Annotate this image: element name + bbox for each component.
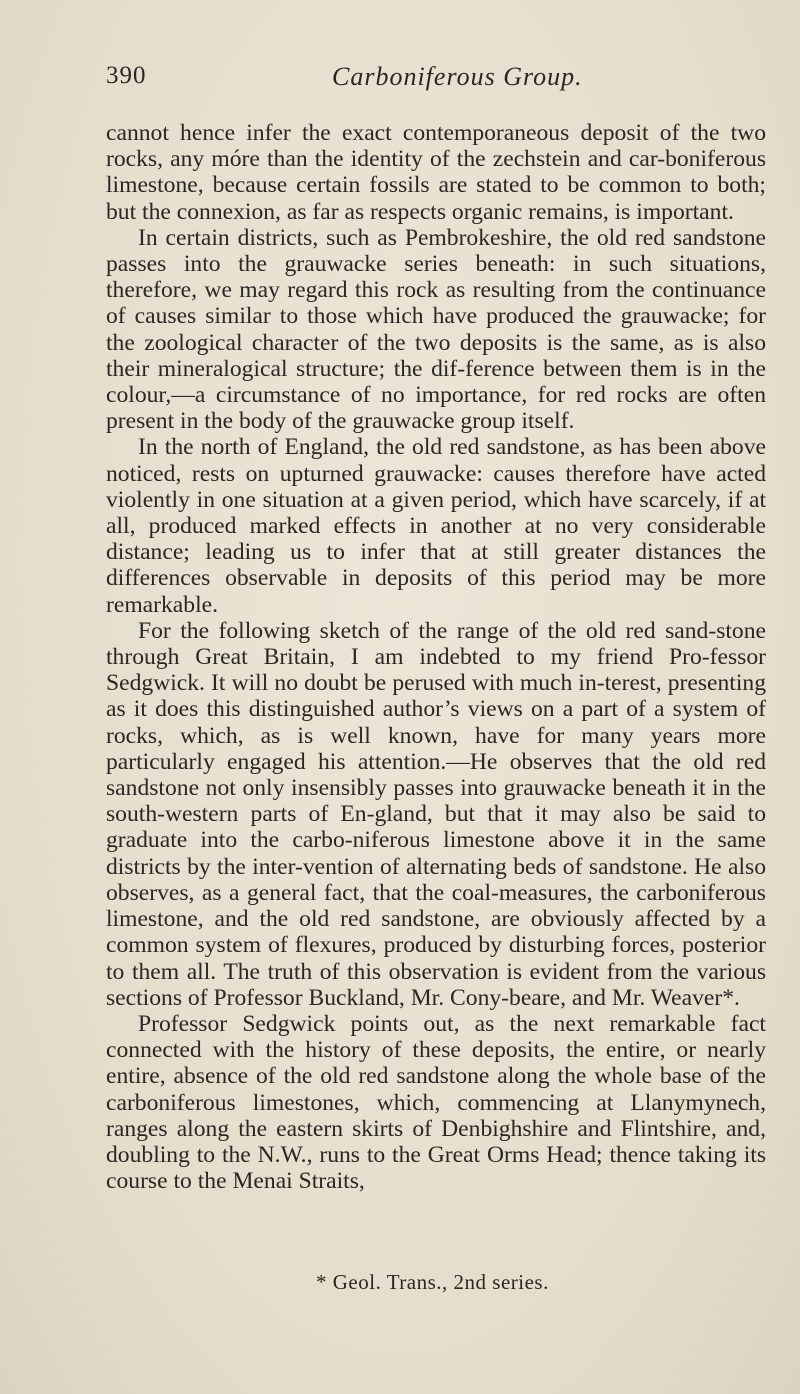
running-head bbox=[106, 62, 766, 102]
running-title: Carboniferous Group. bbox=[332, 62, 583, 91]
paragraph-sedgwick-points-out: Professor Sedgwick points out, as the next remarkable fact connected with the history of these deposits, the entire, or nearly entire, absence of the old red sandstone along the whole base of the carboniferous limestones, which, commencing at Llanymynech, ranges along the eastern skirts of Denbighshire and Flintshire, and, doubling to the N.W., runs to the Great Orms Head; thence taking its course to the Menai Straits, bbox=[106, 1010, 766, 1195]
footnote: * Geol. Trans., 2nd series. bbox=[316, 1270, 549, 1294]
paragraph-pembrokeshire: In certain districts, such as Pembrokeshire, the old red sandstone passes into the grauwacke series beneath: in such situations, therefore, we may regard this rock as resulting from the continuance of causes similar to those which have produced the grauwacke; for the zoological character of the two deposits is the same, as is also their mineralogical structure; the dif-ference between them is in the colour,—a circumstance of no importance, for red rocks are often present in the body of the grauwacke group itself. bbox=[106, 224, 766, 435]
paragraph-sedgwick-sketch: For the following sketch of the range of the old red sand-stone through Great Britain, I am indebted to my friend Pro-fessor Sedgwick. It will no doubt be perused with much in-terest, presenting as it does this distinguished author’s views on a part of a system of rocks, which, as is well known, have for many years more particularly engaged his attention.—He observes that the old red sandstone not only insensibly passes into grauwacke beneath it in the south-western parts of En-gland, but that it may also be said to graduate into the carbo-niferous limestone above it in the same districts by the inter-vention of alternating beds of sandstone. He also observes, as a general fact, that the coal-measures, the carboniferous limestone, and the old red sandstone, are obviously affected by a common system of flexures, produced by disturbing forces, posterior to them all. The truth of this observation is evident from the various sections of Professor Buckland, Mr. Cony-beare, and Mr. Weaver*. bbox=[106, 617, 766, 1011]
page-number: 390 bbox=[106, 62, 147, 89]
paragraph-continuation: cannot hence infer the exact contemporaneous deposit of the two rocks, any móre than the identity of the zechstein and car-boniferous limestone, because certain fossils are stated to be common to both; but the connexion, as far as respects organic remains, is important. bbox=[106, 120, 766, 225]
paragraph-north-of-england: In the north of England, the old red sandstone, as has been above noticed, rests on upturned grauwacke: causes therefore have acted violently in one situation at a given period, which have scarcely, if at all, produced marked effects in another at no very considerable distance; leading us to infer that at still greater distances the differences observable in deposits of this period may be more remarkable. bbox=[106, 434, 766, 618]
body-text bbox=[106, 120, 766, 1194]
